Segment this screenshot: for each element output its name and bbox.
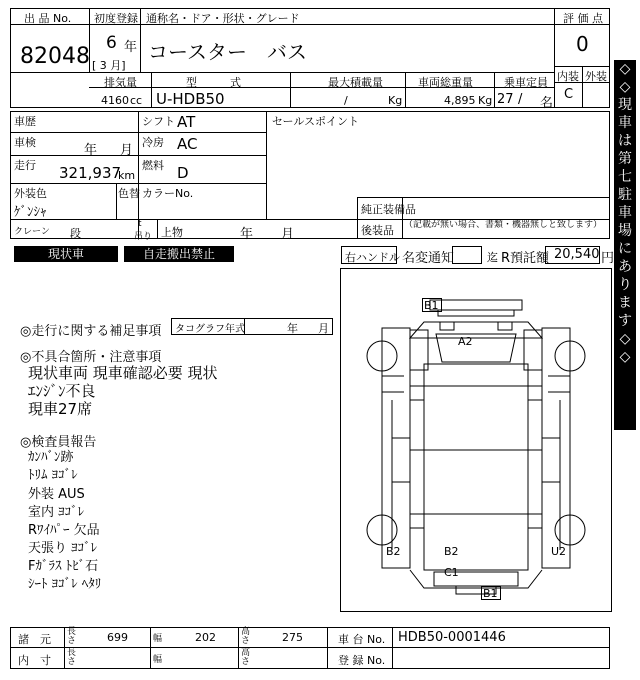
banner-char: り bbox=[618, 277, 632, 293]
color-value: ｹﾞﾝｼｬ bbox=[14, 205, 47, 220]
r-meter-prefix: 迄 bbox=[487, 251, 498, 264]
load-value: / bbox=[344, 94, 348, 107]
rhd-label: 右ハンドル bbox=[345, 251, 400, 264]
banner-char: ◇ bbox=[619, 61, 631, 77]
gross-label: 車両総重量 bbox=[418, 76, 473, 89]
equipment-label: 純正装備品 bbox=[361, 203, 416, 216]
no-self-drive-badge: 自走搬出禁止 bbox=[124, 246, 234, 262]
banner-char: 七 bbox=[618, 169, 632, 185]
mileage-value: 321,937 bbox=[59, 164, 122, 182]
mark-u2: U2 bbox=[551, 545, 567, 558]
banner-char: ◇ bbox=[619, 79, 631, 95]
shift-label: シフト bbox=[142, 115, 175, 128]
banner-char: 車 bbox=[618, 115, 632, 131]
model-value: U-HDB50 bbox=[156, 90, 225, 108]
inspector-line-4: 室内 ﾖｺﾞﾚ bbox=[28, 505, 85, 520]
defect-line-2: ｴﾝｼﾞﾝ不良 bbox=[28, 382, 96, 400]
first-reg-month: [ 3 月] bbox=[92, 59, 126, 72]
inner-dims-label: 内 寸 bbox=[18, 654, 51, 667]
shift-value: AT bbox=[177, 113, 196, 131]
inner-width-label: 幅 bbox=[153, 655, 163, 665]
inspector-line-2: ﾄﾘﾑ ﾖｺﾞﾚ bbox=[28, 468, 78, 483]
gross-kg: Kg bbox=[478, 94, 493, 107]
inspection-year-unit: 年 bbox=[84, 143, 98, 158]
dims-label: 諸 元 bbox=[18, 633, 51, 646]
banner-char: 第 bbox=[618, 151, 632, 167]
inspector-label: ◎検査員報告 bbox=[20, 435, 97, 450]
seats-sep: / bbox=[518, 92, 523, 107]
defects-label: ◎不具合箇所・注意事項 bbox=[20, 350, 162, 365]
inner-height-label: 高さ bbox=[241, 648, 251, 667]
banner-char: 駐 bbox=[618, 187, 632, 203]
r-meter-value: 20,540 bbox=[554, 247, 600, 262]
crane-hanging: 吊り bbox=[134, 232, 153, 242]
banner-char: す bbox=[618, 313, 632, 329]
score-value: 0 bbox=[576, 32, 589, 56]
ac-label: 冷房 bbox=[142, 136, 164, 149]
bus-diagram bbox=[340, 268, 612, 612]
mark-b1-bottom: B1 bbox=[483, 587, 498, 600]
retrofit-note: （記載が無い場合、書類・機器無しと致します） bbox=[404, 220, 603, 230]
name-change-label: 名変通知 bbox=[402, 251, 455, 266]
banner-char: あ bbox=[618, 259, 632, 275]
tacho-month-unit: 月 bbox=[318, 322, 329, 335]
length-value: 699 bbox=[107, 631, 128, 644]
banner-char: ◇ bbox=[619, 349, 631, 365]
seats-label: 乗車定員 bbox=[504, 76, 548, 89]
model-label: 型 式 bbox=[186, 76, 241, 89]
displacement-label: 排気量 bbox=[104, 76, 137, 89]
color-change-label: 色替 bbox=[118, 187, 140, 200]
gross-value: 4,895 bbox=[444, 94, 476, 107]
chassis-value: HDB50-0001446 bbox=[398, 630, 506, 645]
crane-t: t bbox=[138, 219, 142, 229]
banner-char: ま bbox=[618, 295, 632, 311]
sales-point-label: セールスポイント bbox=[272, 115, 360, 128]
exterior-label: 外装 bbox=[585, 70, 607, 83]
fuel-value: D bbox=[177, 164, 189, 182]
cc-unit: cc bbox=[130, 94, 143, 107]
load-label: 最大積載量 bbox=[328, 76, 383, 89]
lift-label: 上物 bbox=[161, 226, 183, 239]
width-label: 幅 bbox=[153, 634, 163, 644]
first-reg-year: 6 bbox=[106, 33, 117, 53]
first-reg-label: 初度登録 bbox=[94, 12, 138, 25]
mark-a2: A2 bbox=[458, 335, 473, 348]
inspector-line-5: Rﾜｲﾊﾟｰ 欠品 bbox=[28, 523, 100, 538]
inspection-month-unit: 月 bbox=[120, 143, 134, 158]
mark-c1: C1 bbox=[444, 566, 459, 579]
year-unit: 年 bbox=[124, 40, 138, 55]
history-label: 車歴 bbox=[14, 115, 36, 128]
banner-char: 場 bbox=[618, 223, 632, 239]
interior-grade: C bbox=[564, 87, 574, 102]
banner-char: ◇ bbox=[619, 331, 631, 347]
banner-char: は bbox=[618, 133, 632, 149]
banner-char: 現 bbox=[618, 97, 632, 113]
color-code-label: カラーNo. bbox=[142, 187, 194, 200]
mark-b2-left: B2 bbox=[386, 545, 401, 558]
current-state-badge: 現状車 bbox=[14, 246, 118, 262]
lot-label: 出 品 No. bbox=[24, 12, 72, 25]
name-label: 通称名・ドア・形状・グレード bbox=[146, 12, 300, 25]
fuel-label: 燃料 bbox=[142, 159, 164, 172]
footer-frame bbox=[10, 627, 610, 669]
color-label: 外装色 bbox=[14, 187, 47, 200]
yen-unit: 円 bbox=[601, 251, 615, 266]
height-label: 高さ bbox=[241, 627, 251, 646]
mileage-label: 走行 bbox=[14, 159, 36, 172]
retrofit-label: 後装品 bbox=[361, 224, 394, 237]
height-value: 275 bbox=[282, 631, 303, 644]
inspector-line-7: Fｶﾞﾗｽ ﾄﾋﾞ石 bbox=[28, 559, 99, 574]
car-name: コースター バス bbox=[148, 40, 307, 64]
lift-month-unit: 月 bbox=[281, 227, 295, 242]
inspector-line-1: ｶﾝﾊﾞﾝ跡 bbox=[28, 450, 74, 465]
ac-value: AC bbox=[177, 135, 198, 153]
mark-b1-top: B1 bbox=[424, 299, 439, 312]
mark-b2-mid: B2 bbox=[444, 545, 459, 558]
banner-char: に bbox=[618, 241, 632, 257]
inspector-line-8: ｼｰﾄ ﾖｺﾞﾚ ﾍﾀﾘ bbox=[28, 577, 102, 592]
name-change-box bbox=[452, 246, 482, 264]
defect-line-1: 現状車両 現車確認必要 現状 bbox=[28, 364, 218, 382]
interior-label: 内装 bbox=[557, 70, 579, 83]
reg-label: 登 録 No. bbox=[338, 654, 386, 667]
lot-number: 82048 bbox=[20, 44, 90, 69]
km-unit: km bbox=[118, 169, 136, 182]
load-kg: Kg bbox=[388, 94, 403, 107]
crane-label: クレーン bbox=[14, 227, 50, 237]
width-value: 202 bbox=[195, 631, 216, 644]
crane-dan: 段 bbox=[70, 227, 81, 240]
length-label: 長さ bbox=[67, 627, 77, 646]
inner-length-label: 長さ bbox=[67, 648, 77, 667]
lift-year-unit: 年 bbox=[240, 227, 254, 242]
r-meter-label: R預託額 bbox=[501, 251, 550, 266]
inspector-line-6: 天張り ﾖｺﾞﾚ bbox=[28, 541, 98, 556]
inspection-label: 車検 bbox=[14, 136, 36, 149]
displacement-value: 4160 bbox=[101, 94, 129, 107]
inspector-line-3: 外装 AUS bbox=[28, 487, 85, 502]
chassis-label: 車 台 No. bbox=[338, 633, 386, 646]
side-banner bbox=[614, 60, 636, 430]
defect-line-3: 現車27席 bbox=[28, 400, 93, 418]
seats-value: 27 bbox=[497, 92, 514, 107]
tacho-year-unit: 年 bbox=[287, 322, 298, 335]
banner-char: 車 bbox=[618, 205, 632, 221]
seats-unit: 名 bbox=[540, 96, 554, 111]
score-label: 評 価 点 bbox=[563, 12, 603, 25]
running-notes-label: ◎走行に関する補足事項 bbox=[20, 324, 162, 339]
tacho-label: タコグラフ年式 bbox=[175, 324, 245, 335]
